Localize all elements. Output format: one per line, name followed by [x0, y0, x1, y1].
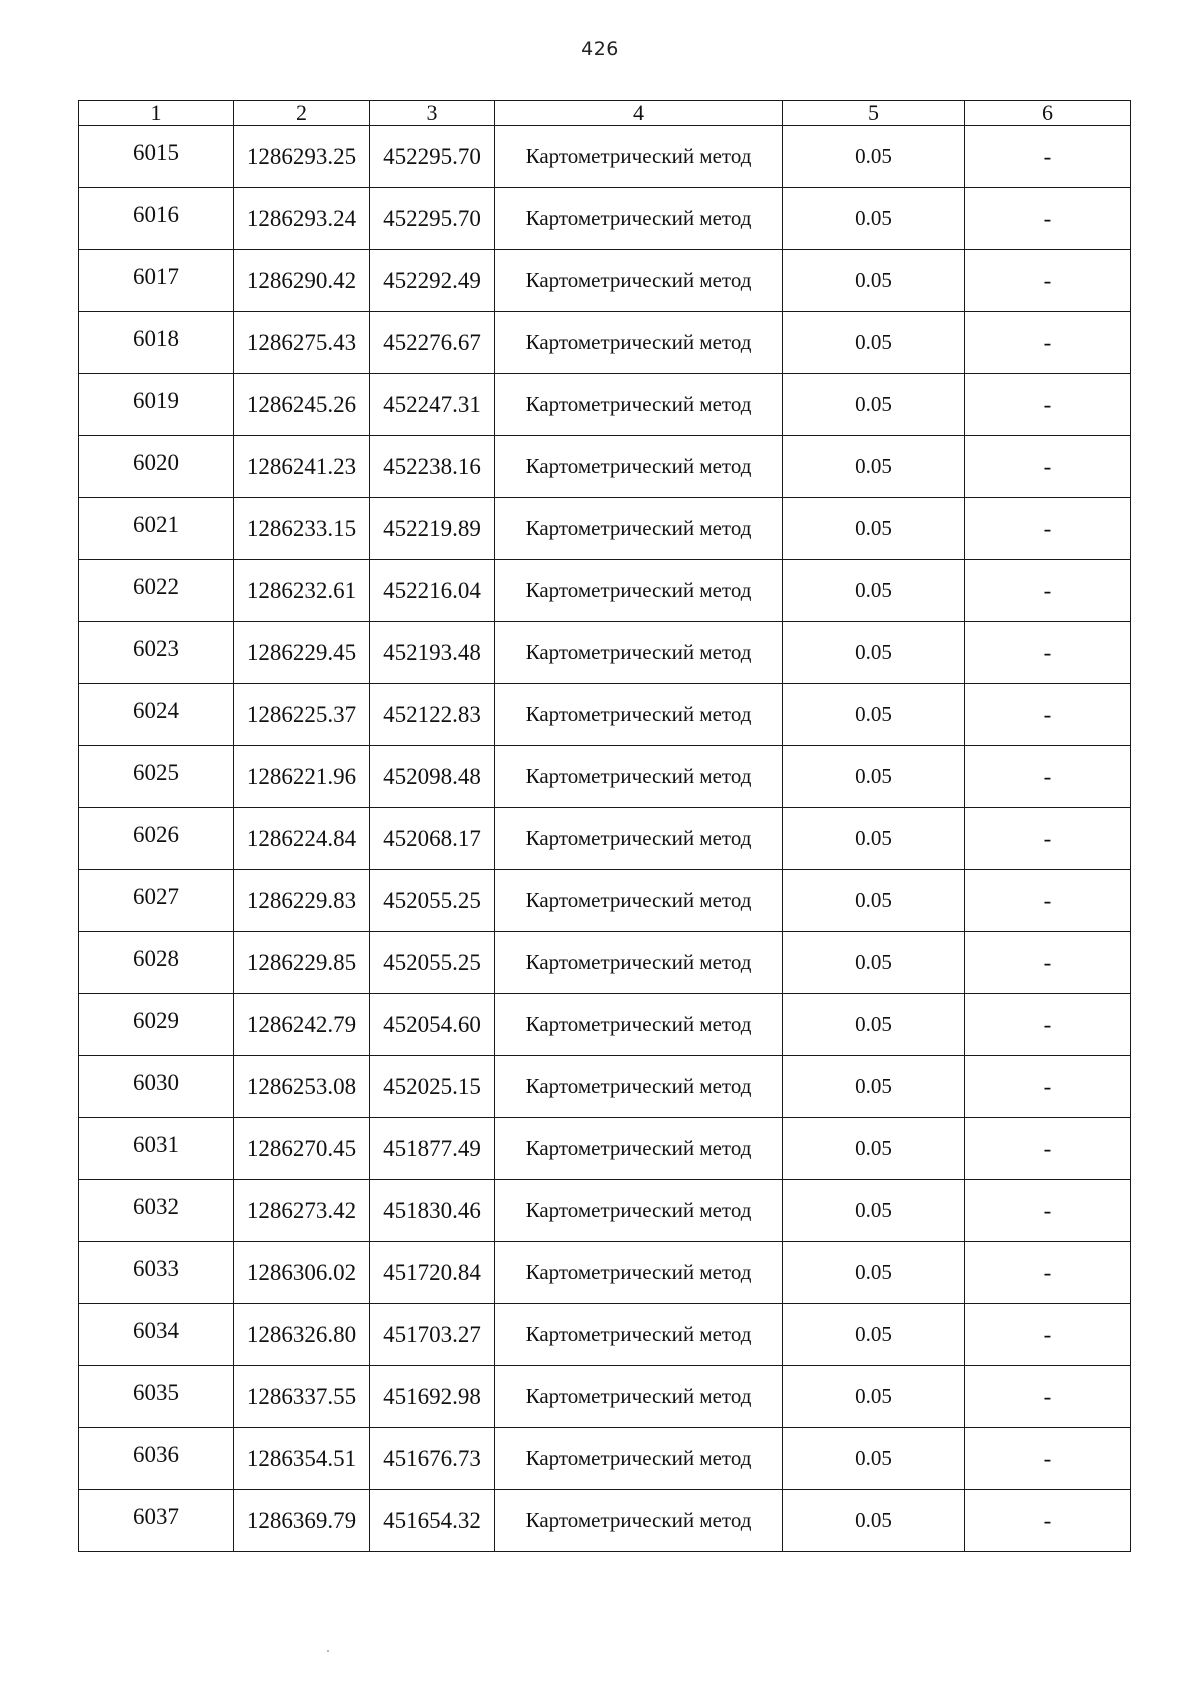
method-cell: Картометрический метод	[495, 1304, 783, 1366]
column-header-y-coordinate: 3	[370, 101, 495, 126]
point-number-cell: 6024	[79, 684, 234, 746]
method-cell: Картометрический метод	[495, 1366, 783, 1428]
description-cell: -	[965, 498, 1131, 560]
description-cell: -	[965, 994, 1131, 1056]
y-coordinate-cell: 452219.89	[370, 498, 495, 560]
table-row	[79, 1428, 1131, 1490]
description-cell: -	[965, 1490, 1131, 1552]
method-cell: Картометрический метод	[495, 312, 783, 374]
description-cell: -	[965, 436, 1131, 498]
accuracy-cell: 0.05	[783, 188, 965, 250]
table-row	[79, 1490, 1131, 1552]
table-row	[79, 374, 1131, 436]
x-coordinate-cell: 1286306.02	[234, 1242, 370, 1304]
coordinates-table	[78, 100, 1131, 1552]
table-row	[79, 1242, 1131, 1304]
point-number-cell: 6030	[79, 1056, 234, 1118]
scan-speck	[327, 1650, 329, 1652]
description-cell: -	[965, 1428, 1131, 1490]
description-cell: -	[965, 374, 1131, 436]
x-coordinate-cell: 1286290.42	[234, 250, 370, 312]
description-cell: -	[965, 250, 1131, 312]
y-coordinate-cell: 451676.73	[370, 1428, 495, 1490]
table-row	[79, 1366, 1131, 1428]
y-coordinate-cell: 451877.49	[370, 1118, 495, 1180]
method-cell: Картометрический метод	[495, 1490, 783, 1552]
description-cell: -	[965, 1242, 1131, 1304]
point-number-cell: 6017	[79, 250, 234, 312]
point-number-cell: 6031	[79, 1118, 234, 1180]
accuracy-cell: 0.05	[783, 1180, 965, 1242]
description-cell: -	[965, 560, 1131, 622]
y-coordinate-cell: 452055.25	[370, 870, 495, 932]
accuracy-cell: 0.05	[783, 1490, 965, 1552]
y-coordinate-cell: 451830.46	[370, 1180, 495, 1242]
y-coordinate-cell: 451703.27	[370, 1304, 495, 1366]
accuracy-cell: 0.05	[783, 1242, 965, 1304]
y-coordinate-cell: 451654.32	[370, 1490, 495, 1552]
description-cell: -	[965, 1056, 1131, 1118]
point-number-cell: 6027	[79, 870, 234, 932]
x-coordinate-cell: 1286354.51	[234, 1428, 370, 1490]
accuracy-cell: 0.05	[783, 932, 965, 994]
description-cell: -	[965, 622, 1131, 684]
table-row	[79, 436, 1131, 498]
x-coordinate-cell: 1286270.45	[234, 1118, 370, 1180]
accuracy-cell: 0.05	[783, 250, 965, 312]
x-coordinate-cell: 1286275.43	[234, 312, 370, 374]
x-coordinate-cell: 1286253.08	[234, 1056, 370, 1118]
accuracy-cell: 0.05	[783, 312, 965, 374]
point-number-cell: 6015	[79, 126, 234, 188]
point-number-cell: 6032	[79, 1180, 234, 1242]
method-cell: Картометрический метод	[495, 684, 783, 746]
accuracy-cell: 0.05	[783, 746, 965, 808]
x-coordinate-cell: 1286229.85	[234, 932, 370, 994]
description-cell: -	[965, 684, 1131, 746]
y-coordinate-cell: 452068.17	[370, 808, 495, 870]
table-row	[79, 932, 1131, 994]
y-coordinate-cell: 452247.31	[370, 374, 495, 436]
accuracy-cell: 0.05	[783, 1366, 965, 1428]
x-coordinate-cell: 1286326.80	[234, 1304, 370, 1366]
y-coordinate-cell: 451720.84	[370, 1242, 495, 1304]
x-coordinate-cell: 1286232.61	[234, 560, 370, 622]
table-row	[79, 808, 1131, 870]
x-coordinate-cell: 1286293.24	[234, 188, 370, 250]
point-number-cell: 6035	[79, 1366, 234, 1428]
point-number-cell: 6021	[79, 498, 234, 560]
table-row	[79, 126, 1131, 188]
point-number-cell: 6029	[79, 994, 234, 1056]
y-coordinate-cell: 452025.15	[370, 1056, 495, 1118]
y-coordinate-cell: 452295.70	[370, 188, 495, 250]
y-coordinate-cell: 451692.98	[370, 1366, 495, 1428]
x-coordinate-cell: 1286229.83	[234, 870, 370, 932]
column-header-x-coordinate: 2	[234, 101, 370, 126]
table-row	[79, 560, 1131, 622]
table-row	[79, 870, 1131, 932]
accuracy-cell: 0.05	[783, 374, 965, 436]
accuracy-cell: 0.05	[783, 994, 965, 1056]
method-cell: Картометрический метод	[495, 250, 783, 312]
column-header-description: 6	[965, 101, 1131, 126]
accuracy-cell: 0.05	[783, 684, 965, 746]
page-number: 426	[581, 38, 619, 60]
point-number-cell: 6016	[79, 188, 234, 250]
method-cell: Картометрический метод	[495, 1118, 783, 1180]
description-cell: -	[965, 808, 1131, 870]
accuracy-cell: 0.05	[783, 1304, 965, 1366]
point-number-cell: 6036	[79, 1428, 234, 1490]
table-row	[79, 250, 1131, 312]
x-coordinate-cell: 1286241.23	[234, 436, 370, 498]
y-coordinate-cell: 452193.48	[370, 622, 495, 684]
point-number-cell: 6028	[79, 932, 234, 994]
column-header-point-number: 1	[79, 101, 234, 126]
y-coordinate-cell: 452238.16	[370, 436, 495, 498]
table-row	[79, 1180, 1131, 1242]
description-cell: -	[965, 1366, 1131, 1428]
accuracy-cell: 0.05	[783, 1056, 965, 1118]
accuracy-cell: 0.05	[783, 498, 965, 560]
table-body	[79, 126, 1131, 1552]
method-cell: Картометрический метод	[495, 1180, 783, 1242]
accuracy-cell: 0.05	[783, 126, 965, 188]
point-number-cell: 6033	[79, 1242, 234, 1304]
description-cell: -	[965, 1118, 1131, 1180]
table-row	[79, 994, 1131, 1056]
x-coordinate-cell: 1286224.84	[234, 808, 370, 870]
point-number-cell: 6037	[79, 1490, 234, 1552]
y-coordinate-cell: 452054.60	[370, 994, 495, 1056]
method-cell: Картометрический метод	[495, 808, 783, 870]
table-row	[79, 622, 1131, 684]
description-cell: -	[965, 932, 1131, 994]
description-cell: -	[965, 1180, 1131, 1242]
table-row	[79, 1118, 1131, 1180]
description-cell: -	[965, 312, 1131, 374]
table-row	[79, 498, 1131, 560]
method-cell: Картометрический метод	[495, 746, 783, 808]
description-cell: -	[965, 746, 1131, 808]
method-cell: Картометрический метод	[495, 126, 783, 188]
table-row	[79, 188, 1131, 250]
y-coordinate-cell: 452216.04	[370, 560, 495, 622]
method-cell: Картометрический метод	[495, 1056, 783, 1118]
method-cell: Картометрический метод	[495, 374, 783, 436]
description-cell: -	[965, 870, 1131, 932]
point-number-cell: 6023	[79, 622, 234, 684]
table-header-row	[79, 101, 1131, 126]
x-coordinate-cell: 1286369.79	[234, 1490, 370, 1552]
table-row	[79, 1056, 1131, 1118]
x-coordinate-cell: 1286229.45	[234, 622, 370, 684]
method-cell: Картометрический метод	[495, 870, 783, 932]
table-row	[79, 312, 1131, 374]
point-number-cell: 6034	[79, 1304, 234, 1366]
y-coordinate-cell: 452098.48	[370, 746, 495, 808]
description-cell: -	[965, 1304, 1131, 1366]
column-header-method: 4	[495, 101, 783, 126]
point-number-cell: 6025	[79, 746, 234, 808]
accuracy-cell: 0.05	[783, 1428, 965, 1490]
accuracy-cell: 0.05	[783, 436, 965, 498]
y-coordinate-cell: 452295.70	[370, 126, 495, 188]
method-cell: Картометрический метод	[495, 994, 783, 1056]
method-cell: Картометрический метод	[495, 1242, 783, 1304]
x-coordinate-cell: 1286233.15	[234, 498, 370, 560]
x-coordinate-cell: 1286293.25	[234, 126, 370, 188]
accuracy-cell: 0.05	[783, 560, 965, 622]
accuracy-cell: 0.05	[783, 1118, 965, 1180]
method-cell: Картометрический метод	[495, 188, 783, 250]
method-cell: Картометрический метод	[495, 932, 783, 994]
point-number-cell: 6026	[79, 808, 234, 870]
point-number-cell: 6022	[79, 560, 234, 622]
method-cell: Картометрический метод	[495, 1428, 783, 1490]
y-coordinate-cell: 452055.25	[370, 932, 495, 994]
x-coordinate-cell: 1286225.37	[234, 684, 370, 746]
table-row	[79, 746, 1131, 808]
y-coordinate-cell: 452122.83	[370, 684, 495, 746]
x-coordinate-cell: 1286337.55	[234, 1366, 370, 1428]
x-coordinate-cell: 1286245.26	[234, 374, 370, 436]
table-row	[79, 684, 1131, 746]
method-cell: Картометрический метод	[495, 622, 783, 684]
method-cell: Картометрический метод	[495, 436, 783, 498]
point-number-cell: 6019	[79, 374, 234, 436]
method-cell: Картометрический метод	[495, 498, 783, 560]
x-coordinate-cell: 1286273.42	[234, 1180, 370, 1242]
description-cell: -	[965, 126, 1131, 188]
y-coordinate-cell: 452276.67	[370, 312, 495, 374]
accuracy-cell: 0.05	[783, 622, 965, 684]
x-coordinate-cell: 1286242.79	[234, 994, 370, 1056]
accuracy-cell: 0.05	[783, 870, 965, 932]
y-coordinate-cell: 452292.49	[370, 250, 495, 312]
description-cell: -	[965, 188, 1131, 250]
column-header-accuracy: 5	[783, 101, 965, 126]
method-cell: Картометрический метод	[495, 560, 783, 622]
point-number-cell: 6018	[79, 312, 234, 374]
point-number-cell: 6020	[79, 436, 234, 498]
x-coordinate-cell: 1286221.96	[234, 746, 370, 808]
accuracy-cell: 0.05	[783, 808, 965, 870]
table-row	[79, 1304, 1131, 1366]
